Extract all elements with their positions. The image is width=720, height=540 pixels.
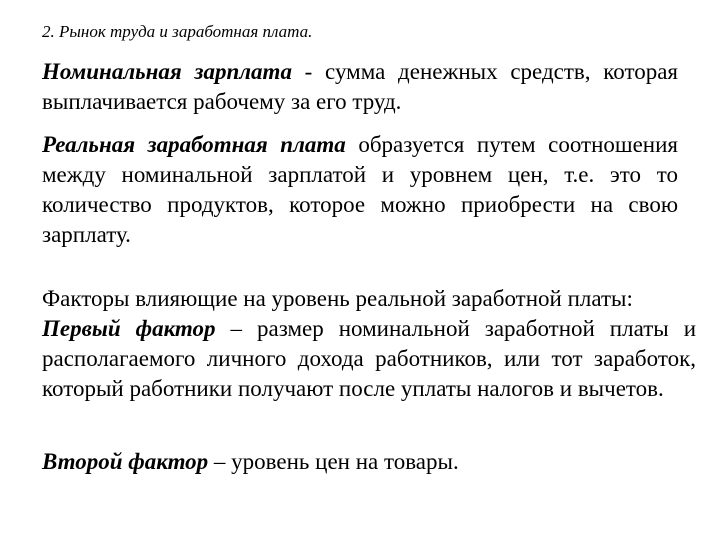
nominal-wage-term: Номинальная зарплата <box>42 59 292 84</box>
nominal-wage-paragraph <box>42 57 678 117</box>
second-factor-term: Второй фактор <box>42 449 209 474</box>
factors-intro: Факторы влияющие на уровень реальной заработной платы: <box>42 286 633 311</box>
second-factor-definition: – уровень цен на товары. <box>208 449 459 474</box>
first-factor-definition: – размер номинальной заработной платы и располагаемого личного дохода работников, или тот заработок, который работники получают после уплаты налогов и вычетов. <box>42 316 697 401</box>
real-wage-paragraph <box>42 130 678 250</box>
real-wage-term: Реальная заработная плата <box>42 132 346 157</box>
page-heading: 2. Рынок труда и заработная плата. <box>42 22 313 41</box>
second-factor-paragraph <box>42 447 678 477</box>
real-wage-definition: образуется путем соотношения между номинальной зарплатой и уровнем цен, т.е. это то количество продуктов, которое можно приобрести на свою зарплату. <box>42 132 678 247</box>
factors-paragraph <box>42 284 696 404</box>
nominal-wage-definition: - сумма денежных средств, которая выплачивается рабочему за его труд. <box>42 59 678 114</box>
first-factor-term: Первый фактор <box>42 316 216 341</box>
first-factor-paragraph <box>42 314 696 404</box>
